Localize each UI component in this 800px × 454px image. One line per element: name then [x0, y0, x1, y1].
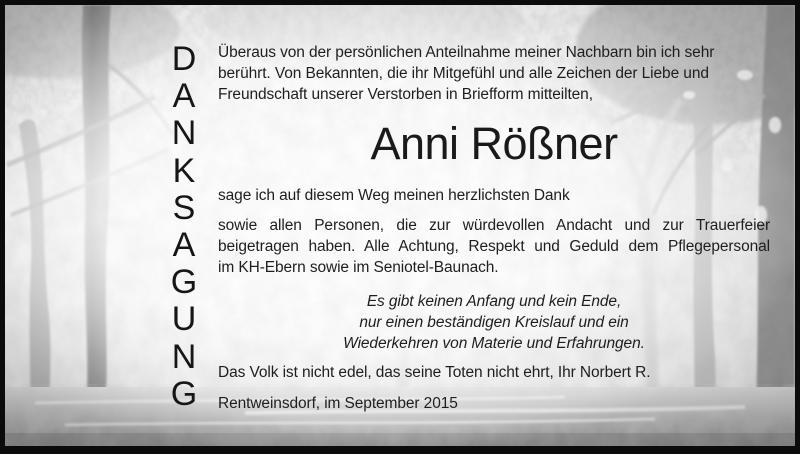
- quote-line: Wiederkehren von Materie und Erfahrungen.: [343, 335, 645, 352]
- deceased-name: Anni Rößner: [370, 118, 618, 169]
- quote-line: nur einen beständigen Kreislauf und ein: [359, 314, 629, 331]
- acknowledgement-line: beigetragen haben. Alle Achtung, Respekt und Geduld dem Pflegepersonal: [218, 238, 770, 255]
- intro-line: Überaus von der persönlichen Anteilnahme meiner Nachbarn bin ich sehr: [218, 44, 715, 61]
- acknowledgement-paragraph: [218, 215, 770, 278]
- quote-line: Es gibt keinen Anfang und kein Ende,: [366, 293, 622, 310]
- acknowledgement-line: sowie allen Personen, die zur würdevollen Andacht und zur Trauerfeier: [218, 217, 770, 234]
- closing-line: Das Volk ist nicht edel, das seine Toten nicht ehrt, Ihr Norbert R.: [218, 364, 651, 381]
- intro-paragraph: [218, 42, 770, 105]
- intro-line: Freundschaft unserer Verstorben in Briefform mitteilten,: [218, 86, 593, 103]
- vertical-title-danksagung: DANKSAGUNG: [170, 40, 198, 413]
- place-date: Rentweinsdorf, im September 2015: [218, 395, 458, 412]
- memorial-quote: [218, 291, 770, 354]
- acknowledgement-line: im KH-Ebern sowie im Seniotel-Baunach.: [218, 259, 499, 276]
- forest-background-photo: [5, 5, 795, 446]
- intro-line: berührt. Von Bekannten, die ihr Mitgefühl und alle Zeichen der Liebe und: [218, 65, 709, 82]
- thanks-line: sage ich auf diesem Weg meinen herzlichsten Dank: [218, 187, 570, 204]
